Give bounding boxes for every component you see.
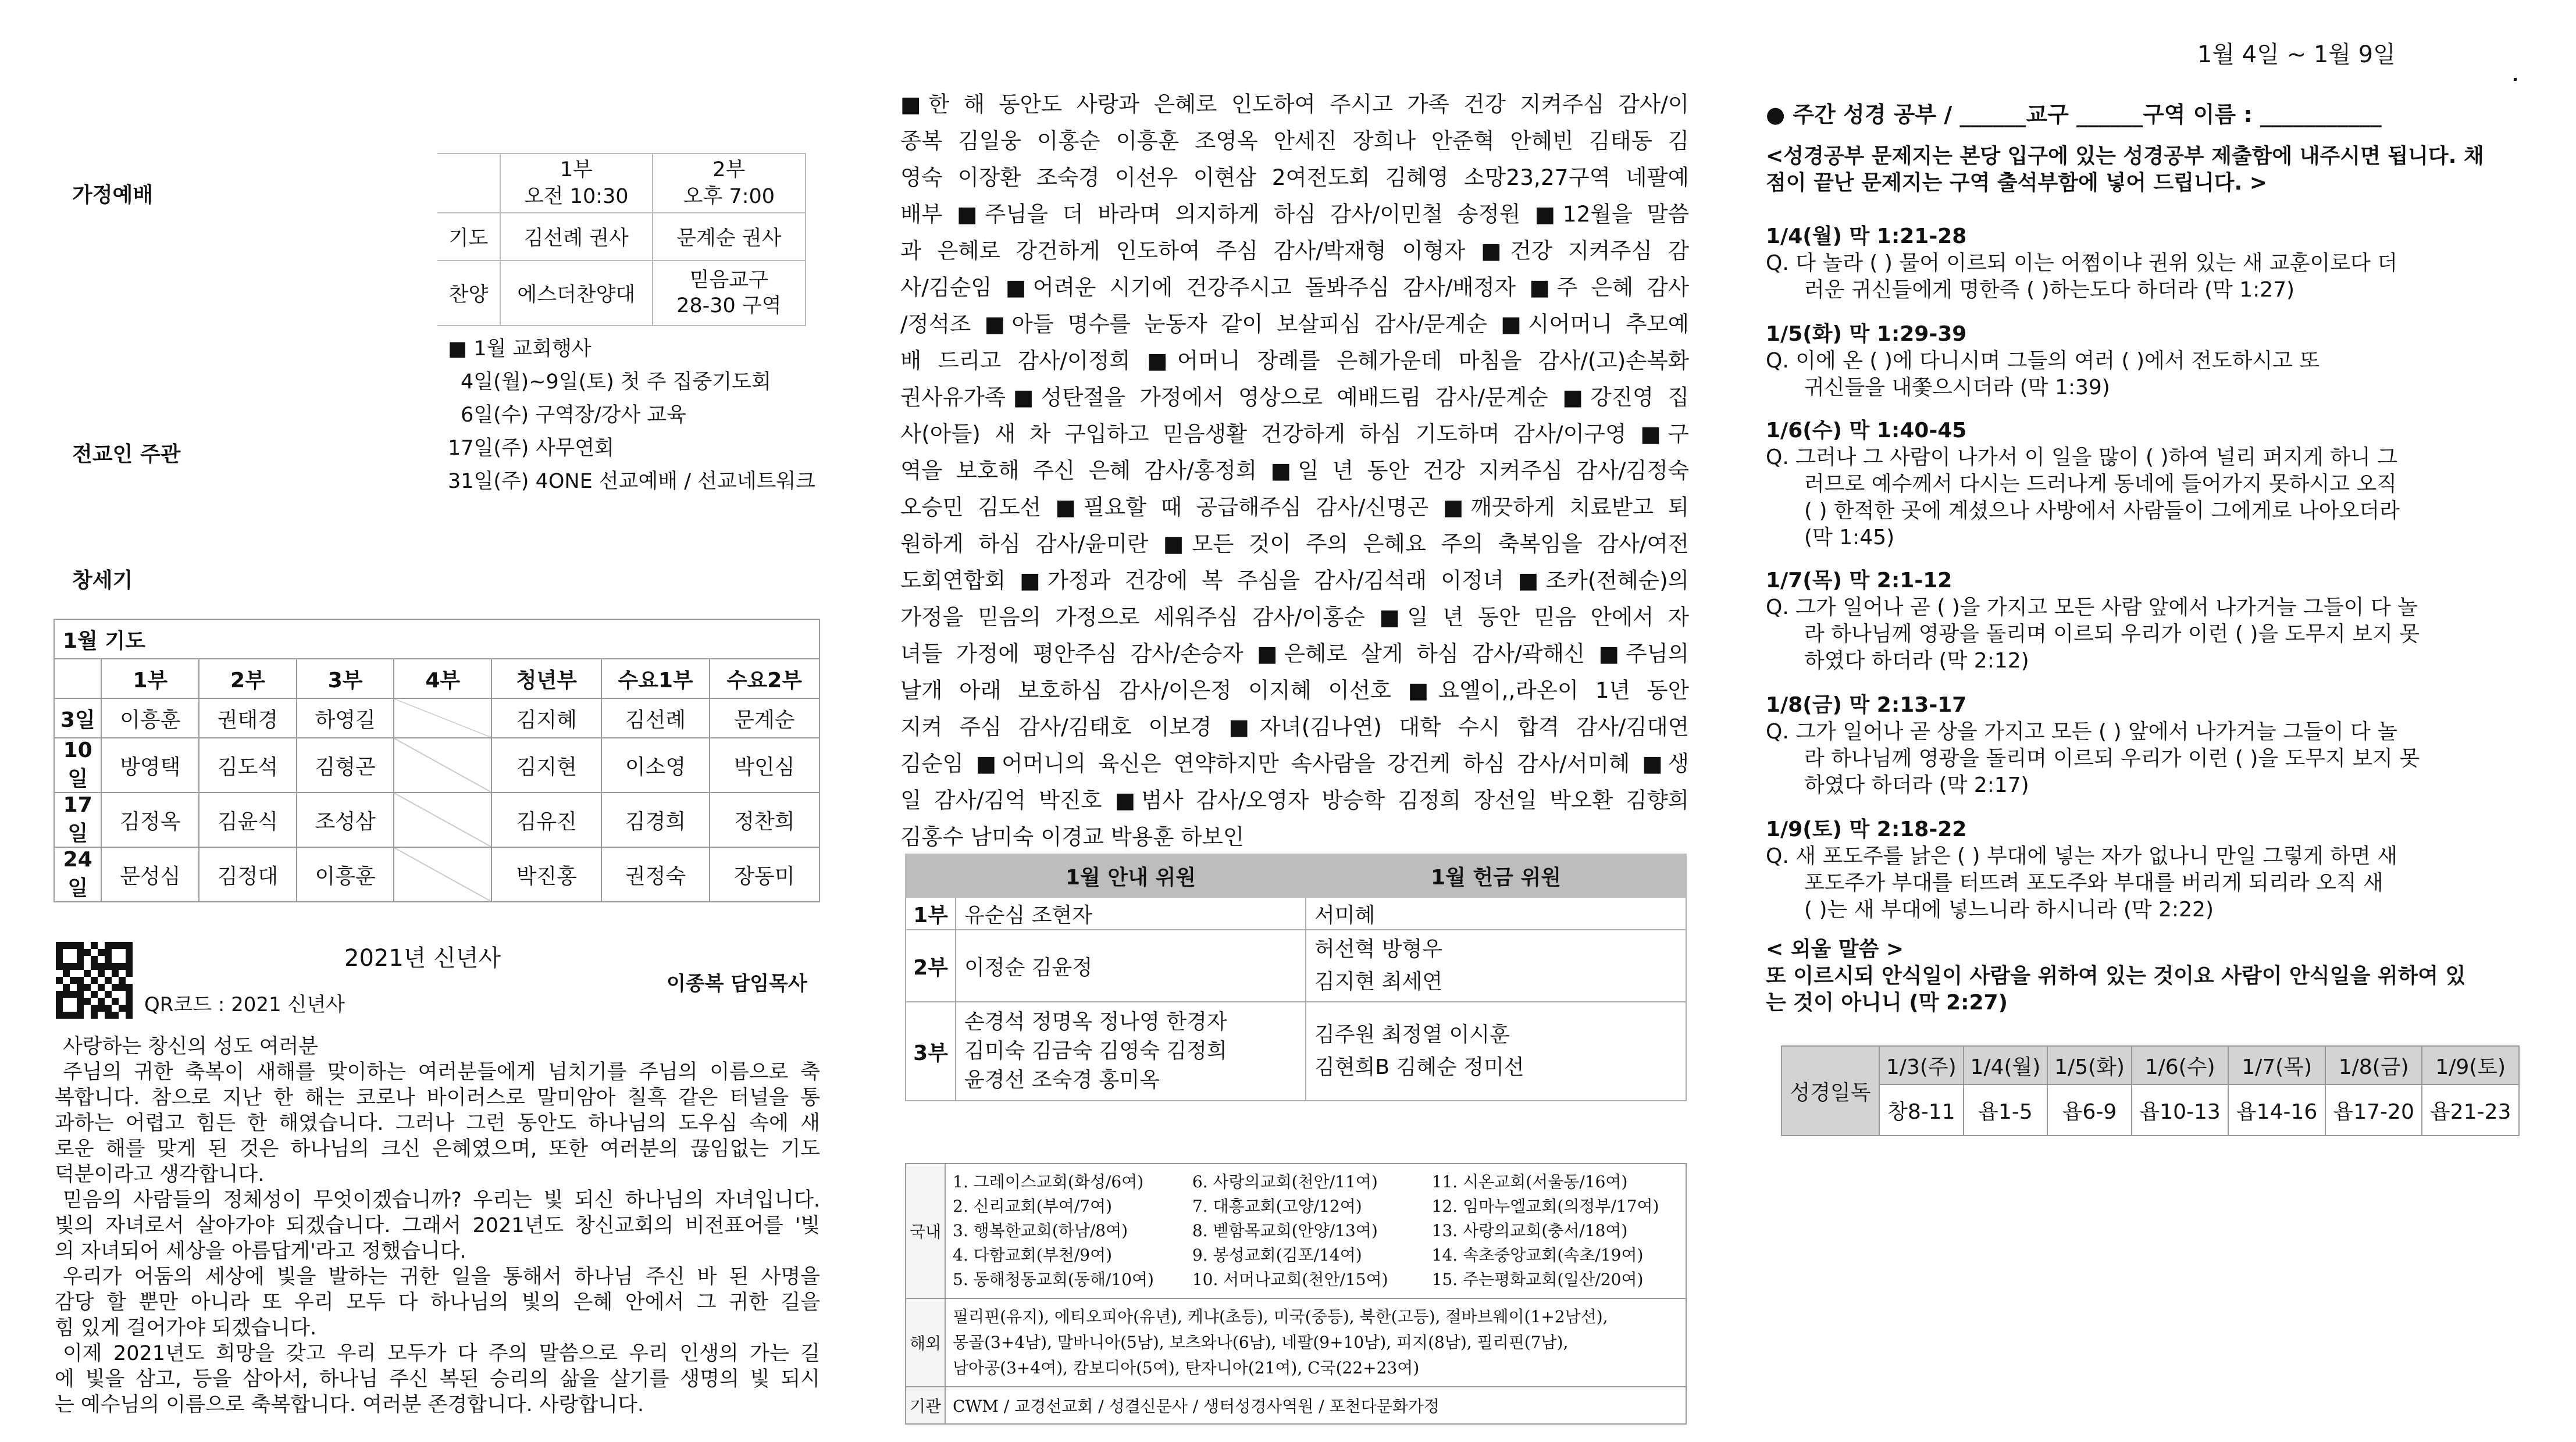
newyear-title: 2021년 신년사 [344,945,501,972]
table-row: 1부 유순심 조현자 서미혜 [906,897,1686,930]
row-label: 찬양 [437,260,500,326]
study-title: 1/4(월) 막 1:21-28 [1766,224,1967,248]
prayer-schedule-table [54,619,820,902]
org-list: CWM / 교경선교회 / 성결신문사 / 생터성경사역원 / 포천다문화가정 [945,1387,1686,1424]
reading-label: 성경일독 [1782,1046,1879,1136]
newyear-message: 사랑하는 창신의 성도 여러분 주님의 귀한 축복이 새해를 맞이하는 여러분들에게 넘치기를 주님의 이름으로 축 복합니다. 참으로 지난 한 해는 코로나 바이러스로 말미암아 칠흑 같은 터널을 통 과하는 어렵고 힘든 한 해였습니다. 그러나 그런 동안도 하나님의 도우심 속에 새 로운 해를 맞게 된 것은 하나님의 크신 은혜였으며, 또한 여러분의 끊임없는 기도 덕분이라고 생각합니다. 믿음의 사람들의 정체성이 무엇이겠습니까? 우리는 빛 되신 하나님의 자녀입니다. 빛의 자녀로서 살아가야 되겠습니다. 그래서 2021년도 창신교회의 비전표어를 '빛 의 자녀되어 세상을 아름답게'라고 정했습니다. 우리가 어둠의 세상에 빛을 발하는 귀한 일을 통해서 하나님 주신 바 된 사명을 감당 할 뿐만 아니라 또 우리 모두 다 하나님의 빛의 은혜 안에서 그 귀한 길을 힘 있게 걸어가야 되겠습니다. 이제 2021년도 희망을 갖고 우리 모두가 다 주의 말씀으로 우리 인생의 가는 길 에 빛을 삼고, 등을 삼아서, 하나님 주신 복된 승리의 삶을 살기를 생명의 빛 되시 는 예수님의 이름으로 축복합니다. 여러분 존경합니다. 사랑합니다. [55,1035,820,1416]
study-title: 1/5(화) 막 1:29-39 [1766,322,1967,346]
study-question: Q. 이에 온 ( )에 다니시며 그들의 여러 ( )에서 전도하시고 또 [1766,349,2320,373]
worship-schedule-table [437,153,806,326]
service2-time: 오후 7:00 [683,185,775,208]
study-question: Q. 새 포도주를 낡은 ( ) 부대에 넣는 자가 없나니 만일 그렇게 하면 새 [1766,844,2398,868]
prayer-header-row: 1부 2부 3부 4부 청년부 수요1부 수요2부 [54,659,820,698]
cell: 문계순 권사 [653,213,806,260]
memory-verse: 또 이르시되 안식일이 사람을 위하여 있는 것이요 사람이 안식일을 위하여 있 [1766,964,2466,988]
table-row: 2부 이정순 김윤정 허선혁 방형우 김지현 최세연 [906,930,1686,1002]
event-item: 6일(수) 구역장/강사 교육 [461,404,686,427]
memory-verse-title: < 외울 말씀 > [1766,937,1904,961]
notice-line: 점이 끝난 문제지는 구역 출석부함에 넣어 드립니다. > [1766,171,2267,195]
event-item: 31일(주) 4ONE 선교예배 / 선교네트워크 [448,470,815,493]
committee-table [905,854,1687,1101]
creation-label: 창세기 [72,569,133,592]
study-question: Q. 그가 일어나 곧 ( )을 가지고 모든 사람 앞에서 나가거늘 그들이 다 놀 [1766,595,2418,619]
study-question: 귀신들을 내쫓으시더라 (막 1:39) [1804,376,2110,399]
study-question: Q. 그러나 그 사람이 나가서 이 일을 많이 ( )하여 널리 퍼지게 하니 그 [1766,445,2398,469]
study-title: 1/6(수) 막 1:40-45 [1766,419,1967,442]
event-item: 4일(월)~9일(토) 첫 주 집중기도회 [461,370,771,394]
qr-code-icon[interactable] [56,942,133,1019]
service1-label: 1부 [560,158,593,181]
study-question: 라 하나님께 영광을 돌리며 이르되 우리가 이런 ( )을 도무지 보지 못 [1804,622,2420,646]
table-row: 3부 손경석 정명옥 정나영 한경자 김미숙 김금숙 김영숙 김정희 윤경선 조숙경 홍미옥 김주원 최정열 이시훈 김현희B 김혜순 정미선 [906,1002,1686,1101]
table-row: 10일 방영택 김도석 김형곤 김지현 이소영 박인심 [54,738,820,793]
study-question: 라 하나님께 영광을 돌리며 이르되 우리가 이런 ( )을 도무지 보지 못 [1804,747,2420,770]
notice-line: <성경공부 문제지는 본당 입구에 있는 성경공부 제출함에 내주시면 됩니다. 채 [1766,144,2484,168]
row-label: 기도 [437,213,500,260]
cell: 김선례 권사 [500,213,653,260]
cell: 믿음교구 [689,269,768,292]
missionary-label: 전교인 주관 [72,442,181,466]
cell: 에스더찬양대 [500,260,653,326]
cell: 28-30 구역 [676,294,782,317]
thanksgiving-list: ■한 해 동안도 사랑과 은혜로 인도하여 주시고 가족 건강 지켜주심 감사/이 종복 김일웅 이홍순 이흥훈 조영옥 안세진 장희나 안준혁 안혜빈 김태동 김 영숙 이장환 조숙경 이선우 이현삼 2여전도회 김혜영 소망23,27구역 네팔예 배부 ■주님을 더 바라며 의지하게 하심 감사/이민철 송정원 ■12월을 말씀 과 은혜로 강건하게 인도하여 주심 감사/박재형 이형자 ■건강 지켜주심 감 사/김순임 ■어려운 시기에 건강주시고 돌봐주심 감사/배정자 ■주 은혜 감사 /정석조 ■아들 명수를 눈동자 같이 보살피심 감사/문계순 ■시어머니 추모예 배 드리고 감사/이정희 ■어머니 장례를 은혜가운데 마침을 감사/(고)손복화 권사유가족■성탄절을 가정에서 영상으로 예배드림 감사/문계순 ■강진영 집 사(아들) 새 차 구입하고 믿음생활 건강하게 하심 기도하며 감사/이구영 ■구 역을 보호해 주신 은혜 감사/홍정희 ■일 년 동안 건강 지켜주심 감사/김정숙 오승민 김도선 ■필요할 때 공급해주심 감사/신명곤 ■깨끗하게 치료받고 퇴 원하게 하심 감사/윤미란 ■모든 것이 주의 은혜요 주의 축복임을 감사/여전 도회연합회 ■가정과 건강에 복 주심을 감사/김석래 이정녀 ■조카(전혜순)의 가정을 믿음의 가정으로 세워주심 감사/이홍순 ■일 년 동안 믿음 안에서 자 녀들 가정에 평안주심 감사/손승자 ■은혜로 살게 하심 감사/곽해신 ■주님의 날개 아래 보호하심 감사/이은정 이지혜 이선호 ■요엘이,,라온이 1년 동안 지켜 주심 감사/김태호 이보경 ■자녀(김나연) 대학 수시 합격 감사/김대연 김순임 ■어머니의 육신은 연약하지만 속사람을 강건케 하심 감사/서미혜 ■생 일 감사/김억 박진호 ■범사 감사/오영자 방승학 김정희 장선일 박오환 김향희 김홍수 남미숙 이경교 박용훈 하보인 [900,91,1689,850]
study-question: Q. 그가 일어나 곧 상을 가지고 모든 ( ) 앞에서 나가거늘 그들이 다 놀 [1766,720,2398,744]
org-label: 기관 [906,1387,945,1424]
bible-reading-table: 성경일독 1/3(주) 1/4(월) 1/5(화) 1/6(수) 1/7(목) 1/8(금) 1/9(토) 창8-11 욥1-5 욥6-9 욥10-13 욥14-16 욥17-20 욥21-23 [1781,1045,2520,1136]
bible-study-header: ● 주간 성경 공부 / ______교구 ______구역 이름 : ___________ [1766,102,2382,127]
study-question: 포도주가 부대를 터뜨려 포도주와 부대를 버리게 되리라 오직 새 [1804,871,2383,895]
table-row: 24일 문성심 김정대 이흥훈 박진홍 권정숙 장동미 [54,847,820,902]
study-title: 1/8(금) 막 2:13-17 [1766,693,1967,717]
study-question: 러운 귀신들에게 명한즉 ( )하는도다 하더라 (막 1:27) [1804,278,2295,302]
study-question: (막 1:45) [1804,526,1895,549]
study-title: 1/7(목) 막 2:1-12 [1766,569,1953,592]
table-row: 17일 김정옥 김윤식 조성삼 김유진 김경희 정찬희 [54,793,820,847]
study-question: ( ) 한적한 곳에 계셨으나 사방에서 사람들이 그에게로 나아오더라 [1804,499,2400,523]
date-range: 1월 4일 ~ 1월 9일 [2197,41,2396,68]
service2-label: 2부 [712,158,746,181]
family-worship-label: 가정예배 [72,183,154,207]
domestic-label: 국내 [906,1163,945,1298]
study-question: ( )는 새 부대에 넣느니라 하시니라 (막 2:22) [1804,898,2214,922]
overseas-label: 해외 [906,1298,945,1387]
memory-verse: 는 것이 아니니 (막 2:27) [1766,991,2008,1015]
study-question: 하였다 하더라 (막 2:12) [1804,649,2029,673]
table-row: 3일 이흥훈 권태경 하영길 김지혜 김선례 문계순 [54,698,820,738]
study-question: 러므로 예수께서 다시는 드러나게 동네에 들어가지 못하시고 오직 [1804,472,2397,496]
newyear-author: 이종복 담임목사 [667,972,807,995]
offering-title: 1월 헌금 위원 [1306,854,1686,897]
church-events [448,333,815,498]
usher-title: 1월 안내 위원 [956,854,1306,897]
service1-time: 오전 10:30 [523,185,629,208]
mission-support-table: 국내 1. 그레이스교회(화성/6여) 6. 사랑의교회(천안/11여) 11. 시온교회(서울동/16여) 2. 신리교회(부여/7여) 7. 대흥교회(고양/12여) 12. 임마누엘교회(의정부/17여) 3. 행복한교회(하남/8여) 8. 벧함목교회(안양/13여) 13. 사랑의교회(충서/18여) 4. 다함교회(부천/9여) 9. 봉성교회(김포/14여) 14. 속초중앙교회(속초/19여) 5. 동해청동교회(동해/10여) 10. 서머나교회(천안/15여) 15. 주는평화교회(일산/20여) 해외 필리핀(유지), 에티오피아(유년), 케냐(초등), 미국(중등), 북한(고등), 절바브웨이(1+2남선), 몽골(3+4남), 말바니아(5남), 보츠와나(6남), 네팔(9+10남), 피지(8남), 필리핀(7남), 남아공(3+4여), 캄보디아(5여), 탄자니아(21여), C국(22+23여) 기관 CWM / 교경선교회 / 성결신문사 / 생터성경사역원 / 포천다문화가정 [905,1163,1687,1425]
qr-caption: QR코드 : 2021 신년사 [144,993,345,1016]
study-title: 1/9(토) 막 2:18-22 [1766,818,1967,841]
study-question: 하였다 하더라 (막 2:17) [1804,773,2029,797]
event-item: 17일(주) 사무연회 [448,437,614,460]
dot-mark [2514,78,2517,81]
study-question: Q. 다 놀라 ( ) 물어 이르되 이는 어쩜이냐 권위 있는 새 교훈이로다 더 [1766,251,2398,275]
events-title: ■ 1월 교회행사 [448,337,592,360]
prayer-title: 1월 기도 [54,619,820,659]
